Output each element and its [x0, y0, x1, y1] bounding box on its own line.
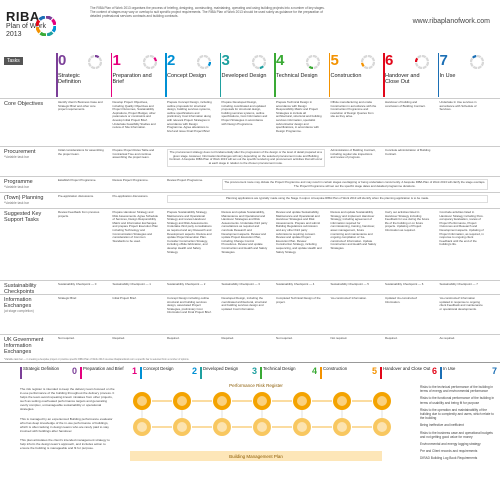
risk-list-item: Environmental and energy logging strategy [420, 442, 481, 447]
cell-stage-1: Pre-application discussions. [112, 194, 149, 198]
lower-stage-0 [20, 367, 80, 379]
lower-description [20, 387, 116, 455]
cell-stage-1: Review Project Programme. [112, 178, 149, 182]
stage-column-6[interactable] [383, 53, 431, 97]
footnote: *Variable task bar — in creating a bespoke project or practice specific RIBA Plan of Work 2013 via www.ribaplanofwork.com a specific bar is selected from a number of options. [4, 358, 190, 361]
flow-node-core [337, 396, 347, 406]
row-label [4, 211, 50, 223]
flow-node-core [377, 396, 387, 406]
lower-stage-name: Strategic Definition [23, 366, 60, 371]
flow-node-core [337, 422, 347, 432]
stage-column-1[interactable] [111, 53, 159, 97]
risk-list-item: Pre and Client records and requirements [420, 449, 478, 454]
row-label-text: UK Government Information Exchanges [4, 337, 44, 356]
cell-stage-3: Required. [221, 336, 235, 340]
lower-stage-bar [380, 367, 382, 379]
flow-node-core [297, 396, 307, 406]
lower-stage-name: In Use [443, 366, 456, 371]
lower-stage-bar [440, 367, 442, 379]
row-sustainability [0, 280, 500, 294]
lower-stage-number: 6 [431, 366, 437, 376]
stage-name: Construction [330, 73, 362, 79]
lower-stage-number: 7 [491, 366, 497, 376]
cell-stage-0: Pre-application discussions. [58, 194, 94, 198]
lower-stage-name: Developed Design [203, 366, 239, 371]
row-sublabel: *Variable task bar [4, 155, 29, 160]
stage-wheel-icon [252, 55, 266, 69]
row-town-planning [0, 192, 500, 208]
row-label-text: Information Exchanges [4, 297, 32, 310]
stage-number: 7 [439, 52, 448, 69]
cell-stage-0: Not required. [58, 336, 75, 340]
cell-stage-7: As required. [439, 336, 456, 340]
lower-stage-row [0, 367, 500, 379]
row-label [4, 195, 50, 205]
lower-stage-number: 0 [71, 366, 77, 376]
flow-node-core [257, 396, 267, 406]
cell-stage-0: Review Feedback from previous projects. [58, 210, 100, 218]
stage-header-row [56, 53, 494, 97]
flow-node-core [257, 422, 267, 432]
lower-stage-1 [80, 367, 140, 379]
stage-wheel-icon [306, 55, 320, 69]
cell-stage-1: Prepare Handover Strategy and Risk Assessments. Agree Schedule of Services, Design Responsibility Matrix and Information Exchanges and prepare Project Execution Plan including Technology and Communication Strategies and consideration of Common Standards to be used. [112, 210, 158, 243]
stage-number: 0 [58, 52, 67, 69]
cell-stage-7: Undertake In Use services in accordance with Schedule of Services. [439, 100, 477, 112]
cell-stage-0: Establish Project Programme. [58, 178, 97, 182]
row-label [4, 179, 50, 189]
row-label-text: Suggested Key Support Tasks [4, 211, 42, 224]
management-plan-label: Building Management Plan [229, 454, 283, 459]
stage-name: Strategic Definition [58, 73, 81, 85]
row-core-objectives [0, 98, 500, 146]
cell-stage-2: Concept Design including outline structural and building services design, associated Project Strategies, preliminary Cost Information and Final Project Brief. [167, 296, 212, 315]
row-sublabel: *Variable task bar [4, 185, 29, 190]
cell-stage-0: Strategic Brief. [58, 296, 77, 300]
stage-number: 6 [385, 52, 394, 69]
stage-number: 4 [276, 52, 285, 69]
lower-stage-number: 1 [131, 366, 137, 376]
flow-node-core [377, 422, 387, 432]
lower-stage-4 [260, 367, 320, 379]
stage-name: Preparation and Brief [112, 73, 152, 85]
cell-stage-0: Initial considerations for assembling the project team. [58, 148, 104, 156]
lower-stage-name: Concept Design [143, 366, 174, 371]
cell-stage-0: Identify client's Business Case and Strategic Brief and other core project requirements. [58, 100, 103, 112]
cell-stage-4: Completed Technical Design of the project. [276, 296, 321, 304]
stage-number: 2 [167, 52, 176, 69]
lower-stage-number: 5 [371, 366, 377, 376]
flow-node-core [177, 396, 187, 406]
row-label-text: Sustainability Checkpoints [4, 283, 37, 296]
row-information-exchanges [0, 294, 500, 334]
cell-stage-5: Sustainability Checkpoint — 5 [330, 282, 369, 286]
flow-node-core [137, 422, 147, 432]
lower-stage-6 [380, 367, 440, 379]
row-procurement [0, 146, 500, 176]
tasks-tab [0, 53, 52, 97]
flow-node-core [177, 422, 187, 432]
lower-paragraph: The risk register is intended to keep the delivery team focused on the in-use performance of the building throughout the delivery process. It helps the team avoid repeating known mistakes from other projects, such as setting overheated performance targets and generating overly complex, unmanageable sustainability or operational strategies. [20, 387, 115, 412]
risk-list-item: Risks to the technical performance of the building in terms of energy and environmental performance [420, 385, 493, 394]
row-uk-government [0, 334, 500, 356]
stage-name: Concept Design [167, 73, 207, 79]
stage-column-2[interactable] [165, 53, 213, 97]
row-suggested-key-support [0, 208, 500, 280]
lower-stage-3 [200, 367, 260, 379]
cell-stage-6: Conclude administration of Building Contract. [385, 148, 431, 156]
lower-stage-number: 3 [251, 366, 257, 376]
row-label-text: Programme [4, 179, 33, 185]
cell-stage-7: Conclude activities listed in Handover Strategy including Post-occupancy Evaluation, review of Project Performance, Project Outcomes and Research and Development aspects. Updating of Project Information, as required, in response to ongoing client Feedback until the end of the building's life. [439, 210, 484, 247]
stage-column-0[interactable] [56, 53, 104, 97]
cell-stage-3: Sustainability Checkpoint — 3 [221, 282, 260, 286]
cell-stage-6: Carry out activities listed in Handover Strategy including Feedback for use during the future life of the building or on future projects. Updating of Project Information as required. [385, 210, 430, 232]
plan-title: Plan of Work 2013 [6, 23, 46, 38]
stage-column-3[interactable] [220, 53, 268, 97]
cell-stage-2: Required. [167, 336, 180, 340]
lower-paragraph: This plan articulates the client's intended management strategy to help inform the design team's approach, and includes action to ensure the building is manageable and fit for purpose. [20, 437, 110, 451]
cell-stage-3: Developed Design, including the coordinated architectural, structural and building services design and updated Cost Information. [221, 296, 267, 311]
cell-stage-4: Prepare Technical Design in accordance with Design Responsibility Matrix and Project Strategies to include all architectural, structural and building services information, specialist subcontractor design and specifications, in accordance with Design Programme. [276, 100, 322, 133]
row-sublabel: *Variable task bar [4, 201, 29, 206]
cell-stage-5: Not required. [330, 336, 348, 340]
cell-stage-6: Handover of building and conclusion of Building Contract. [385, 100, 426, 108]
stage-column-4[interactable] [274, 53, 322, 97]
stage-name: Handover and Close Out [385, 73, 420, 85]
lower-stage-name: Technical Design [263, 366, 296, 371]
cell-stage-2: Sustainability Checkpoint — 2 [167, 282, 206, 286]
cell-stage-5: Review and update Sustainability Strategy and implement Handover Strategy, including agreement of information required for commissioning, training, handover, asset management, future monitoring and maintenance and ongoing compilation of 'As-constructed' Information. Update Construction and Health and Safety Strategies. [330, 210, 377, 250]
lower-stage-bar [140, 367, 142, 379]
stage-column-7[interactable] [438, 53, 486, 97]
lower-stage-name: Handover and Close Out [383, 366, 431, 371]
lower-stage-5 [320, 367, 380, 379]
process-flow-diagram [120, 379, 420, 500]
cell-stage-3: Review and update Sustainability, Maintenance and Operational and Handover Strategies and Risk Assessments. Undertake third party consultations as required and conclude Research and Development aspects. Review and update Project Execution Plan, including Change Control Procedures. Review and update Construction and Health and Safety Strategies. [221, 210, 268, 254]
row-label [4, 297, 50, 313]
row-label-text: (Town) Planning [4, 195, 44, 201]
lower-paragraph: This is managed by an experienced Building performance evaluator who has deep knowledge of the in-use performance of buildings, which is often lacking in design teams who are rarely paid to stay involved with buildings after handover. [20, 416, 113, 433]
stage-number: 5 [330, 52, 339, 69]
lower-stage-2 [140, 367, 200, 379]
cell-stage-1: Develop Project Objectives, including Quality Objectives and Project Outcomes, Sustainability Aspirations, Project Budget, other parameters or constraints and develop Initial Project Brief. Undertake Feasibility Studies and review of Site Information. [112, 100, 156, 130]
lower-stage-number: 4 [311, 366, 317, 376]
riba-wordmark: RIBA [6, 9, 40, 24]
cell-stage-1: Required. [112, 336, 126, 340]
lower-stage-bar [260, 367, 262, 379]
risk-list-item: Risks to the operation and maintainability of the building due to complexity and users, which relate to the building [420, 407, 494, 421]
lower-stage-name: Construction [323, 366, 348, 371]
cell-stage-6: Required. [385, 336, 398, 340]
cell-stage-6: Updated 'As-constructed' Information. [385, 296, 418, 304]
lower-stage-bar [320, 367, 322, 379]
lower-stage-name: Preparation and Brief [83, 366, 124, 371]
row-label [4, 101, 50, 107]
lower-risk-list [420, 385, 496, 464]
row-label-text: Procurement [4, 149, 36, 155]
variable-task-bar: Planning applications are typically made using the Stage 3 output. A bespoke RIBA Plan of Work 2013 will identify when the planning application is to be made. [167, 195, 488, 203]
soft-landings-diagram [0, 362, 500, 500]
risk-list-item: Risks to the business case and operational budgets and not getting good value for money [420, 430, 493, 439]
cell-stage-4: Not required. [276, 336, 293, 340]
row-programme [0, 176, 500, 192]
stage-name: Developed Design [221, 73, 267, 79]
row-label [4, 149, 50, 159]
stage-wheel-icon [197, 55, 211, 69]
stage-wheel-icon [88, 55, 102, 69]
cell-stage-1: Sustainability Checkpoint — 1 [112, 282, 151, 286]
flow-node-core [137, 396, 147, 406]
stage-wheel-icon [361, 55, 375, 69]
stage-wheel-icon [470, 55, 484, 69]
row-label-text: Core Objectives [4, 101, 44, 107]
cell-stage-4: Sustainability Checkpoint — 4 [276, 282, 315, 286]
row-sublabel: (at stage completion) [4, 309, 34, 314]
cell-stage-5: Offsite manufacturing and onsite Construction in accordance with the Construction Programme and resolution of Design Queries from site as they arise. [330, 100, 377, 119]
lower-stage-number: 2 [191, 366, 197, 376]
risk-list-item: Being ineffective and inefficient [420, 423, 464, 428]
cell-stage-7: Sustainability Checkpoint — 7 [439, 282, 478, 286]
cell-stage-5: 'As-constructed' Information. [330, 296, 367, 300]
lower-stage-bar [20, 367, 22, 379]
cell-stage-1: Prepare Project Roles Table and Contractual Tree and continue assembling the project team. [112, 148, 155, 160]
stage-name: In Use [439, 73, 456, 79]
stage-column-5[interactable] [329, 53, 377, 97]
cell-stage-1: Initial Project Brief. [112, 296, 137, 300]
stage-wheel-icon [415, 55, 429, 69]
cell-stage-6: Sustainability Checkpoint — 6 [385, 282, 424, 286]
flow-node-core [217, 396, 227, 406]
stage-name: Technical Design [276, 73, 318, 79]
cell-stage-0: Sustainability Checkpoint — 0 [58, 282, 97, 286]
tasks-label: Tasks [4, 57, 23, 65]
lower-stage-bar [80, 367, 82, 379]
lower-stage-bar [200, 367, 202, 379]
cell-stage-5: Administration of Building Contract, including regular site inspections and review of progress. [330, 148, 376, 160]
stage-wheel-icon [143, 55, 157, 69]
lower-stage-7 [440, 367, 500, 379]
intro-text: The RIBA Plan of Work 2013 organises the process of briefing, designing, constructing, maintaining, operating and using building projects into a number of key stages. The content of stages may vary or overlap to suit specific project requirements. The RIBA Plan of Work 2013 should be used solely as guidance for the preparation of detailed professional services contracts and building contracts. [90, 6, 325, 18]
cell-stage-2: Prepare Concept Design, including outline proposals for structural design, building services systems, outline specifications and preliminary Cost Information along with relevant Project Strategies in accordance with Design Programme. Agree alterations to brief and issue Final Project Brief. [167, 100, 212, 133]
cell-stage-4: Review and update Sustainability, Maintenance and Operational and Handover Strategies and Risk Assessments. Prepare and submit Building Regulations submission and any other third party submissions requiring consent. Review and update Project Execution Plan. Review Construction Strategy, including sequencing, and update Health and Safety Strategy. [276, 210, 322, 254]
cell-stage-7: 'As-constructed' Information updated in response to ongoing client Feedback and maintenance or operational developments. [439, 296, 483, 311]
risk-list-item: Risks to the functional performance of the building in terms of usability and being fit for purpose [420, 396, 495, 405]
stage-number: 3 [221, 52, 230, 69]
cell-stage-2: Prepare Sustainability Strategy, Maintenance and Operational Strategy and review Handover Strategy and Risk Assessments. Undertake third party consultations as required and any Research and Development aspects. Review and update Project Execution Plan. Consider Construction Strategy, including offsite fabrication, and develop Health and Safety Strategy. [167, 210, 212, 254]
website-link[interactable]: www.ribaplanofwork.com [412, 18, 490, 25]
cell-stage-3: Prepare Developed Design, including coordinated and updated proposals for structural design, building services systems, outline specifications, Cost Information and Project Strategies in accordance with Design Programme. [221, 100, 268, 126]
risk-list-item: DIRAD Building Log Book Requirements [420, 456, 478, 461]
variable-task-bar: The procurement route may dictate the Project Programme and may result in certain stages overlapping or being undertaken concurrently. A bespoke RIBA Plan of Work 2013 will clarify the stage overlaps. The Project Programme will set out the specific stage dates and detailed programme durations. [222, 179, 489, 190]
flow-node-core [217, 422, 227, 432]
plan-wheel-icon [36, 16, 56, 36]
row-label [4, 337, 50, 356]
stage-number: 1 [112, 52, 121, 69]
cell-stage-2: Review Project Programme. [167, 178, 203, 182]
variable-task-bar: The procurement strategy does not fundamentally alter the progression of the design or the level of detail prepared at a given stage. However, Information Exchanges will vary depending on the selected procurement route and Building Contract. A bespoke RIBA Plan of Work 2013 will set out the specific tendering and procurement activities that will occur at each stage in relation to the chosen procurement route. [167, 149, 325, 167]
risk-register-label: Performance Risk Register [229, 383, 283, 388]
flow-node-core [297, 422, 307, 432]
